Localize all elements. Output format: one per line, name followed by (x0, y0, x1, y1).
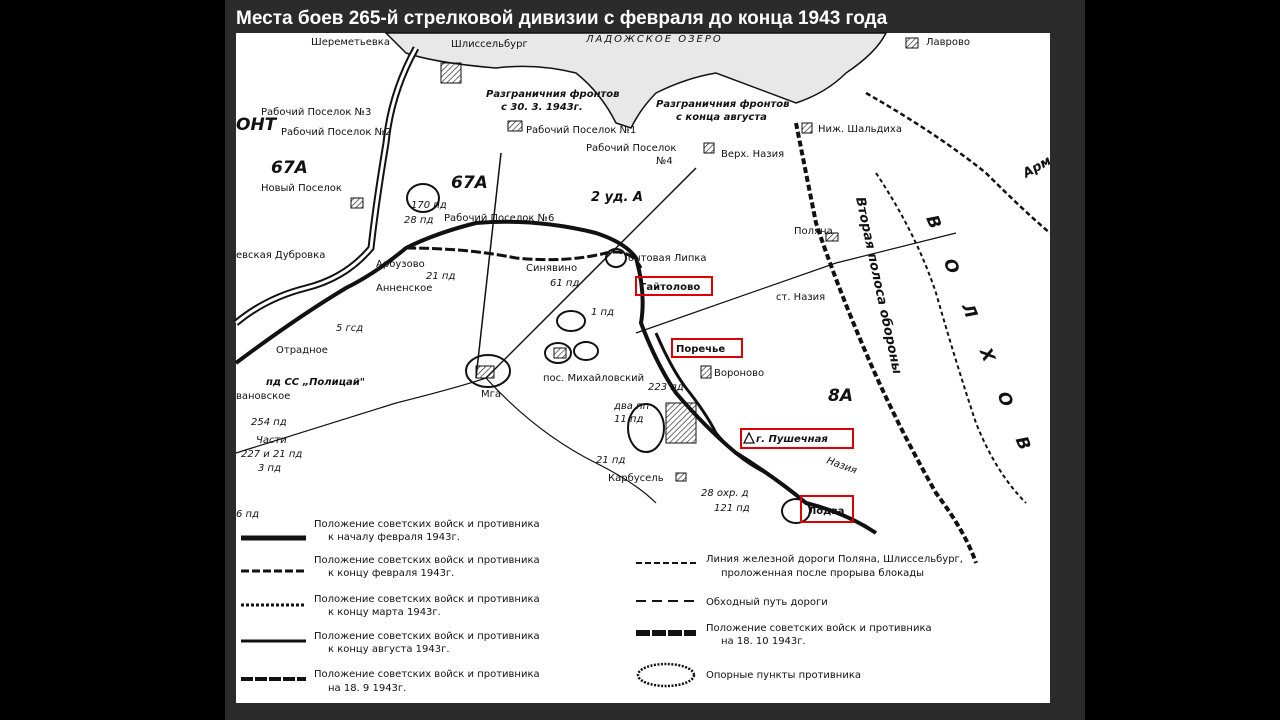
hill-triangle-icon (744, 433, 754, 443)
settlement-shlisselburg (441, 63, 461, 83)
label-gaitolovo: Гайтолово (640, 282, 701, 293)
label-chasti: Части (256, 435, 287, 446)
settlement-rp4 (704, 143, 714, 153)
label-dubrovka: евская Дубровка (236, 250, 326, 261)
label-11pd: 11 пд (614, 414, 644, 425)
label-2uda: 2 уд. А (591, 190, 644, 205)
label-170pd: 170 пд (411, 200, 447, 211)
label-rp2: Рабочий Поселок №2 (281, 127, 392, 138)
legend-r2: Обходный путь дороги (706, 597, 828, 608)
label-stnazia: ст. Назия (776, 292, 826, 303)
label-razgr1b: с 30. 3. 1943г. (501, 102, 583, 113)
label-dvapp: два пп (614, 401, 650, 412)
label-porechye: Поречье (676, 344, 726, 355)
legend-left (241, 519, 540, 694)
legend-3a: Положение советских войск и противника (314, 594, 540, 605)
label-227pd: 227 и 21 пд (241, 449, 303, 460)
label-sheremetevka: Шереметьевка (311, 37, 390, 48)
label-rp3: Рабочий Поселок №3 (261, 107, 372, 118)
label-6pd: 6 пд (236, 509, 259, 520)
legend-r3b: на 18. 10 1943г. (721, 636, 806, 647)
strongpoint-6 (782, 499, 810, 523)
settlement-voronovo (701, 366, 711, 378)
label-pushechnaya: г. Пушечная (756, 434, 828, 445)
strongpoint-2 (574, 342, 598, 360)
label-21pd: 21 пд (426, 271, 456, 282)
label-61pd: 61 пд (550, 278, 580, 289)
label-verhnazia: Верх. Назия (721, 149, 785, 160)
settlement-shaldiha (802, 123, 812, 133)
label-sinyavino: Синявино (526, 263, 578, 274)
settlement-mih (554, 348, 566, 358)
legend-r4: Опорные пункты противника (706, 670, 861, 681)
label-rp1: Рабочий Поселок №1 (526, 125, 637, 136)
label-pdss: пд СС „Полицай" (266, 377, 366, 388)
label-254pd: 254 пд (251, 417, 287, 428)
label-28ohr: 28 охр. д (701, 488, 749, 499)
legend-1a: Положение советских войск и противника (314, 519, 540, 530)
legend-r1a: Линия железной дороги Поляна, Шлиссельбург, (706, 554, 963, 565)
label-28pd: 28 пд (404, 215, 434, 226)
settlement-mga (476, 366, 494, 378)
legend-right (636, 554, 963, 686)
label-razgr2a: Разграничния фронтов (656, 99, 790, 110)
label-arm: Арм (1020, 153, 1054, 182)
legend-r1b: проложенная после прорыва блокады (721, 568, 925, 579)
label-223pd: 223 пд (648, 382, 684, 393)
label-annenskoe: Анненское (376, 283, 433, 294)
lake-label: ЛАДОЖСКОЕ ОЗЕРО (586, 34, 723, 45)
legend-5a: Положение советских войск и противника (314, 669, 540, 680)
legend-2a: Положение советских войск и противника (314, 555, 540, 566)
railway-lower (876, 173, 1026, 503)
strongpoint-1 (557, 311, 585, 331)
label-vtoraya-polosa: Вторая полоса обороны (852, 195, 905, 376)
label-ivanovskoe: вановское (236, 391, 291, 402)
label-121pd: 121 пд (714, 503, 750, 514)
label-nazia-river: Назия (824, 455, 859, 477)
legend-3b: к концу марта 1943г. (328, 607, 441, 618)
label-novposelok: Новый Поселок (261, 183, 342, 194)
label-rp4a: Рабочий Поселок (586, 143, 677, 154)
settlement-lavrovo (906, 38, 918, 48)
label-volhov: В О Л Х О В (921, 212, 1040, 467)
legend-strongpoint-icon (638, 664, 694, 686)
label-21pd-b: 21 пд (596, 455, 626, 466)
label-1pd: 1 пд (591, 307, 614, 318)
label-torf: онтовая Липка (628, 253, 707, 264)
label-3pd: 3 пд (258, 463, 281, 474)
label-8a: 8А (828, 386, 853, 406)
legend-5b: на 18. 9 1943г. (328, 683, 407, 694)
label-67a-center: 67А (451, 173, 488, 193)
label-lavrovo: Лаврово (926, 37, 971, 48)
settlement-pushechnaya-hill (666, 403, 696, 443)
legend-r3a: Положение советских войск и противника (706, 623, 932, 634)
label-razgr1a: Разграничния фронтов (486, 89, 620, 100)
label-voronovo: Вороново (714, 368, 765, 379)
label-rp6: Рабочий Поселок №6 (444, 213, 555, 224)
label-karbusel: Карбусель (608, 473, 664, 484)
legend-2b: к концу февраля 1943г. (328, 568, 455, 579)
settlement-novposelok (351, 198, 363, 208)
label-polyana: Поляна (794, 226, 833, 237)
label-rp4b: №4 (656, 156, 673, 167)
label-mga: Мга (481, 389, 502, 400)
label-lodva: Лодва (808, 506, 845, 517)
settlement-karbusel (676, 473, 686, 481)
label-nizhshaldiha: Ниж. Шальдиха (818, 124, 902, 135)
legend-4a: Положение советских войск и противника (314, 631, 540, 642)
label-67a-left: 67А (271, 158, 308, 178)
label-razgr2b: с конца августа (676, 112, 767, 123)
label-posmih: пос. Михайловский (543, 373, 645, 384)
label-front-left: ОНТ (236, 115, 277, 135)
settlement-rp1 (508, 121, 522, 131)
battle-map (236, 33, 1054, 703)
label-shlisselburg: Шлиссельбург (451, 39, 528, 50)
label-arbuzovo: Арбузово (376, 259, 425, 270)
legend-1b: к началу февраля 1943г. (328, 532, 460, 543)
railway-second (866, 93, 1050, 233)
label-5gsd: 5 гсд (336, 323, 364, 334)
legend-4b: к концу августа 1943г. (328, 644, 450, 655)
label-otradnoe: Отрадное (276, 345, 328, 356)
page-title: Места боев 265-й стрелковой дивизии с февраля до конца 1943 года (236, 8, 888, 29)
